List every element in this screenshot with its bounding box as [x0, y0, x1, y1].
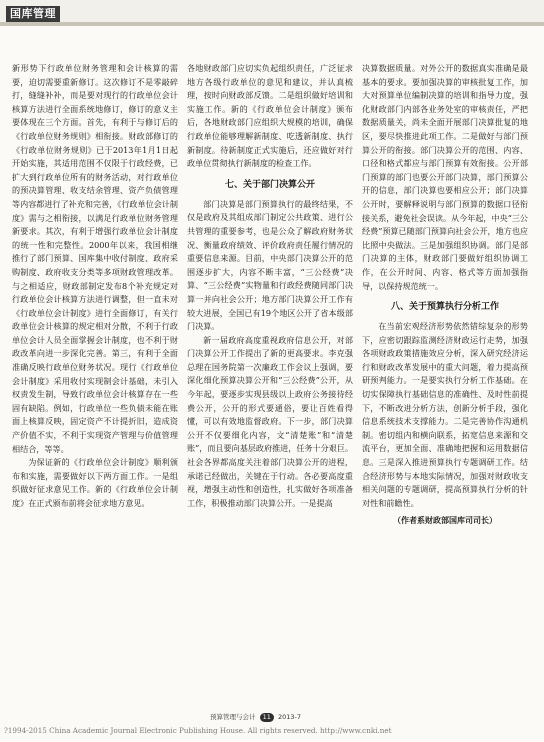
paragraph: 新一届政府高度重视政府信息公开，对部门决算公开工作提出了新的更高要求。李克强总理在国务院第一次廉政工作会议上强调，要深化细化预算决算公开和“三公经费”公开，从今年起，要逐步实现县级以上政府公务接待经费公开，公开的形式要通俗，要让百姓看得懂，可以有效地监督政府。下一步，部门决算公开不仅要细化内容，文“清楚账”和“清楚账”，而且要向基层政府推进，任务十分艰巨。社会各界都高度关注着部门决算公开的进程，承诺已经做出，关键在于行动。各必要高度重视，增强主动性和创造性，扎实做好各项准备工作，积极推动部门决算公开。一是提高 [187, 334, 353, 508]
column-1 [12, 62, 178, 712]
section-heading: 八、关于预算执行分析工作 [390, 302, 499, 313]
header-rule [0, 22, 544, 26]
column-3 [362, 62, 528, 712]
section-heading: 七、关于部门决算公开 [224, 179, 315, 190]
article-body [12, 62, 530, 712]
paragraph: 各地财政部门应切实负起组织责任，广泛征求地方各级行政单位的意见和建议，并认真梳理，按时向财政部反馈。二是组织做好培训和实施工作。新的《行政单位会计制度》颁布后，各地财政部门应组织大规模的培训，确保行政单位能够理解新制度、吃透新制度、执行新制度。待新制度正式实施后，还应做好对行政单位贯彻执行新制度的检查工作。 [187, 63, 353, 169]
column-2 [187, 62, 353, 712]
header-band [0, 0, 544, 26]
paragraph: 决算数据质量。对外公开的数据真实准确是最基本的要求。要加强决算的审核批复工作，加大对预算单位编制决算的培训和指导力度，强化财政部门内部各业务处室的审核责任，严把数据质量关，尚未全面开展部门决算批复的地区，要尽快推进此项工作。二是做好与部门预算公开的衔接。部门决算公开的范围、内容、口径和格式都应与部门预算有效衔接。公开部门预算的部门也要公开部门决算，部门预算公开的信息，部门决算也要相应公开；部门决算公开时，要解释说明与部门预算的数据口径衔接关系，避免社会误读。从今年起，中央“三公经费”预算已随部门预算向社会公开，地方也应比照中央做法。三是加强组织协调。部门是部门决算的主体，财政部门要做好组织协调工作，在公开时间、内容、格式等方面加强指导，以保持规范统一。 [362, 63, 528, 291]
journal-name: 预算管理与会计 [210, 713, 256, 721]
issue-date: 2013-7 [277, 713, 301, 721]
section-title: 国库管理 [6, 6, 60, 22]
paragraph: 新形势下行政单位财务管理和会计核算的需要，迫切需要重新修订。这次修订不是零敲碎打，缝缝补补，而是要对现行的行政单位会计核算方法进行全面系统地修订，修订的意义主要体现在三个方面。首先，有利于与修订后的《行政单位财务规则》相衔接。财政部修订的《行政单位财务规则》已于2013年1月1日起开始实施，其适用范围不仅限于行政经费，已扩大到行政单位所有的财务活动，对行政单位的预决算管理、收支结余管理、资产负债管理等内容都进行了补充和完善，《行政单位会计制度》需与之相衔接，以满足行政单位财务管理新要求。其次，有利于增强行政单位会计制度的统一性和完整性。2000年以来，我国相继推行了部门预算、国库集中收付制度、政府采购制度、政府收支分类等多项财政管理改革。与之相适应，财政部制定发布8个补充规定对行政单位会计核算方法进行调整，但一直未对《行政单位会计制度》进行全面修订，有关行政单位会计核算的规定相对分散，不利于行政单位会计人员全面掌握会计制度，也不利于财政改革向进一步深化完善。第三，有利于全面准确反映行政单位财务状况。现行《行政单位会计制度》采用收付实现制会计基础，未引入权责发生制，导致行政单位会计核算存在一些固有缺陷。例如，行政单位一些负债未能在账面上核算反映，固定资产不计提折旧，造成资产价值不实，不利于实现资产管理与价值管理相结合，等等。 [12, 63, 178, 454]
page-number: 11 [260, 713, 274, 722]
paragraph: 为保证新的《行政单位会计制度》顺利颁布和实施，需要做好以下两方面工作。一是组织做好征求意见工作。新的《行政单位会计制度》在正式颁布前将会征求地方意见。 [12, 457, 178, 508]
author-byline: （作者系财政部国库司司长） [393, 516, 497, 526]
paragraph: 部门决算是部门预算执行的最终结果，不仅是政府及其组成部门制定公共政策、进行公共管理的重要参考，也是公众了解政府财务状况、衡量政府绩效、评价政府责任履行情况的重要信息来源。目前，中央部门决算公开的范围逐步扩大，内容不断丰富，“三公经费”决算、“三公经费”实物量和行政经费随同部门决算一并向社会公开；地方部门决算公开工作有较大进展，全国已有19个地区公开了省本级部门决算。 [187, 198, 353, 332]
page-footer [210, 712, 301, 722]
paragraph: 在当前宏观经济形势依然错综复杂的形势下，应密切跟踪监测经济财政运行走势，加强各项财政政策措施效应分析，深入研究经济运行和财政改革发展中的重大问题，着力提高预研预判能力。一是要实执行分析工作基础。在切实保障执行基础信息的准确性、及时性前提下，不断改进分析方法，创新分析手段，强化信息系统技术支撑能力。二是完善协作沟通机制。密切组内和横向联系，拓宽信息来源和交流平台，更加全面、准确地把握和运用数据信息。三是深入推进预算执行专题调研工作。结合经济形势与本地实际情况，加强对财政收支相关问题的专题调研，提高预算执行分析的针对性和前瞻性。 [362, 321, 528, 508]
copyright-watermark: ?1994-2015 China Academic Journal Electronic Publishing House. All rights reserved. http://www.cnki.net [4, 726, 392, 735]
